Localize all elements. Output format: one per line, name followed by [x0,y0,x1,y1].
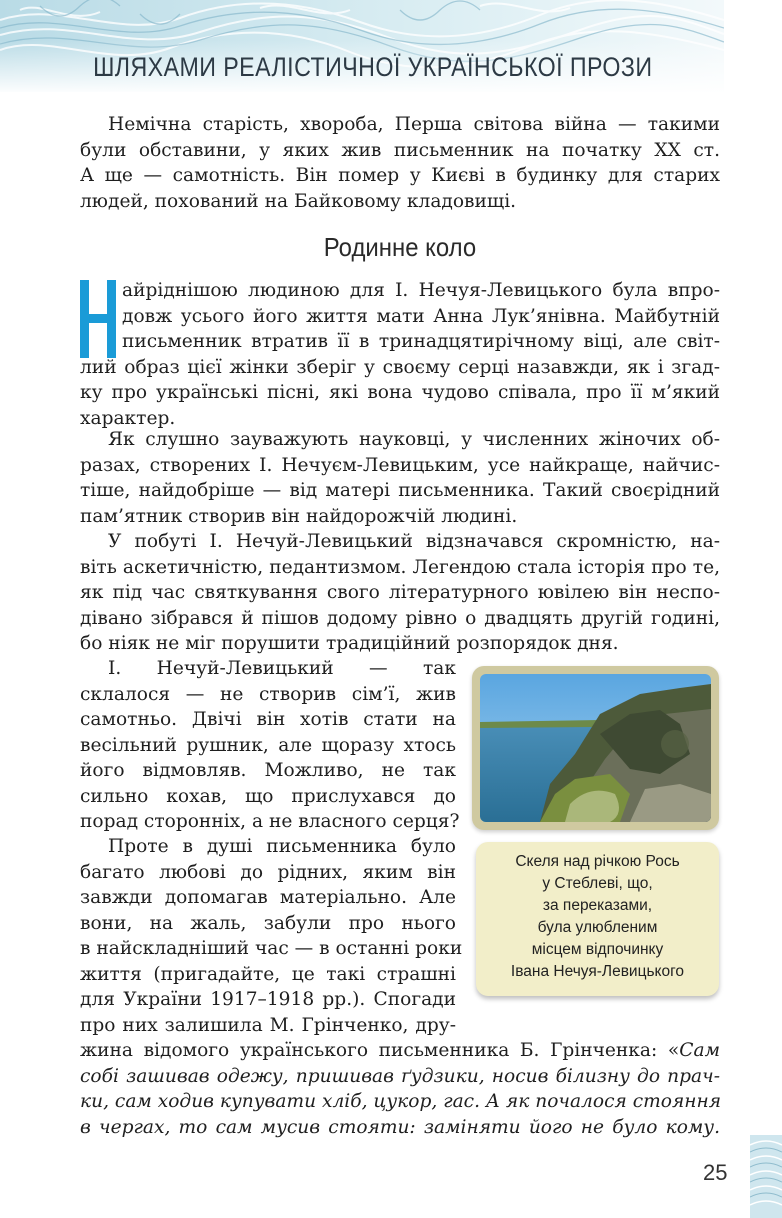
text-line: склалося — не створив сім’ї, жив [80,683,456,705]
text-line: письменник втратив її в тринадцятирічному віці, але світ- [122,331,720,352]
text-line: сильно кохав, що прислухався до [80,785,456,807]
section-title: Родинне коло [323,232,477,262]
text-line: Як слушно зауважують науковці, у численних жіночих об- [108,429,720,450]
quote-text: Сам [679,1040,720,1061]
text-line: багато любові до рідних, яким він [80,861,456,883]
text-line: тіше, найдобріше — від матері письменника. Такий своєрідний [80,480,720,501]
text-line: айріднішою людиною для І. Нечуя-Левицького була впро- [122,280,720,301]
text-line: завжди допомагав матеріально. Але [80,887,456,908]
caption-line: у Стеблеві, що, [542,875,653,892]
paragraph-4 [80,656,460,835]
text-line: про них залишила М. Грінченко, дру- [80,1014,456,1036]
text-line: для України 1917–1918 рр.). Спогади [80,989,456,1010]
paragraph-3 [80,529,720,657]
quote-line: собі зашивав одежу, пришивав ґудзики, носив білизну до прач- [80,1065,720,1087]
text-line: Немічна старість, хвороба, Перша світова війна — такими [108,114,720,135]
text-line: були обставини, у яких жив письменник на початку XX ст. [80,139,720,161]
text-line: людей, похований на Байковому кладовищі. [80,190,517,212]
text-line: Проте в душі письменника було [108,836,456,857]
caption-line: місцем відпочинку [531,941,664,958]
text-line [80,1038,720,1064]
corner-decoration [750,1135,782,1218]
photo-caption [476,842,719,996]
text-line: вони, на жаль, забули про нього [80,912,456,934]
text-line: як під час святкування свого літературного ювілею він неспо- [80,582,720,603]
page-number: 25 [703,1160,728,1185]
text-line: віть аскетичністю, педантизмом. Легендою стала історія про те, [80,556,720,578]
text-line: У побуті І. Нечуй-Левицький відзначався скромністю, на- [108,531,720,552]
text-line: лий образ цієї жінки зберіг у своєму серці назавжди, як і згад- [80,356,720,378]
paragraph-5-continued [80,1038,720,1140]
paragraph-5 [80,834,463,1038]
text-line: пам’ятник створив він найдорожчій людині. [80,505,518,527]
text-line: ку про українські пісні, які вона чудово співала, про її м’який [80,382,720,403]
river-rock-photo [480,674,711,822]
paragraph-2 [80,427,720,529]
caption-line: була улюбленим [537,919,658,936]
text-line: життя (пригадайте, це такі страшні [80,963,456,985]
text-line: характер. [80,407,176,429]
text-line: разах, створених І. Нечуєм-Левицьким, усе найкраще, найчис- [80,454,720,476]
caption-line: Івана Нечуя-Левицького [510,963,685,980]
text-line: весільний рушник, але щоразу хтось [80,734,456,756]
caption-line: за переказами, [542,897,653,914]
text-line: в найскладніший час — в останні роки [80,938,463,959]
text-line: І. Нечуй-Левицький — так [108,658,456,679]
quote-line: ки, сам ходив купувати хліб, цукор, гас. А як почалося стояння [80,1091,722,1112]
header-decoration [0,0,724,92]
caption-line: Скеля над річкою Рось [515,853,680,870]
text-line: А ще — самотність. Він помер у Києві в будинку для старих [80,165,720,186]
photo-frame [472,666,719,830]
quote-intro: жина відомого українського письменника Б. Грінченка: « [80,1040,680,1061]
text-line: дівано зібрався й пішов додому рівно о двадцять другій годині, [80,607,720,629]
text-line: бо ніяк не міг порушити традиційний розпорядок дня. [80,633,619,654]
quote-line: в чергах, то сам мусив стояти: заміняти його не було кому. [80,1116,720,1138]
text-line: порад сторонніх, а не власного серця? [80,811,460,832]
intro-paragraph [80,112,720,214]
paragraph-1 [80,278,720,431]
text-line: довж усього його життя мати Анна Лук’янівна. Майбутній [122,305,720,327]
text-line: його відмовляв. Можливо, не так [80,760,456,781]
running-head: ШЛЯХАМИ РЕАЛІСТИЧНОЇ УКРАЇНСЬКОЇ ПРОЗИ [92,52,652,82]
text-line: самотньо. Двічі він хотів стати на [80,709,456,730]
